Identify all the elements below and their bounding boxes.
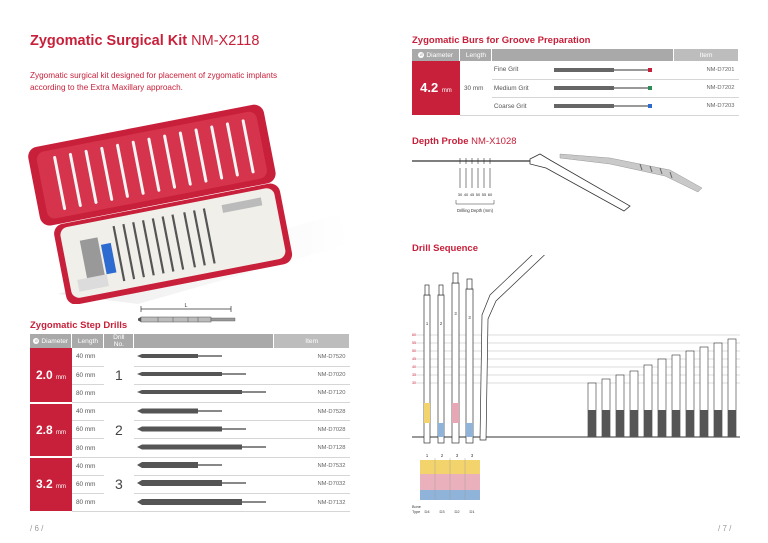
drill-image — [134, 457, 274, 475]
drill-image — [134, 475, 274, 493]
grit-label: Medium Grit — [493, 84, 529, 92]
page-number-right: / 7 / — [718, 524, 732, 533]
intro-line-1: Zygomatic surgical kit designed for placement of zygomatic implants — [30, 71, 278, 80]
length-cell: 40 mm — [72, 403, 104, 421]
drill-number: 1 — [425, 321, 429, 326]
item-code: NM-D7028 — [274, 421, 350, 439]
drill-image — [134, 348, 274, 366]
length-cell: 30 mm — [460, 61, 492, 116]
drill-sequence-title: Drill Sequence — [412, 243, 478, 254]
bur-icon — [552, 84, 662, 92]
table-row — [30, 439, 350, 457]
probe-scale-55: 55 — [481, 192, 487, 197]
item-code: NM-D7532 — [274, 457, 350, 475]
length-cell: 60 mm — [72, 366, 104, 384]
step-drills-title: Zygomatic Step Drills — [30, 320, 128, 331]
bone-type: D3 — [439, 509, 445, 514]
header-item: Item — [274, 334, 350, 348]
drill-image — [134, 494, 274, 512]
item-code: NM-D7201 — [674, 61, 739, 79]
drill-number: 3 — [454, 311, 457, 316]
diameter-cell: 2.0 mm — [30, 348, 72, 403]
bur-image — [492, 61, 674, 79]
depth-mark: 40 — [412, 365, 416, 369]
burs-header — [412, 49, 739, 61]
table-row — [30, 403, 350, 421]
table-row — [30, 384, 350, 402]
page-number-left: / 6 / — [30, 524, 44, 533]
header-image — [134, 334, 274, 348]
item-code: NM-D7520 — [274, 348, 350, 366]
page-title — [30, 33, 259, 49]
depth-mark: 60 — [412, 333, 416, 337]
length-cell: 80 mm — [72, 494, 104, 512]
probe-scale-60: 60 — [487, 192, 493, 197]
probe-scale-40: 40 — [463, 192, 469, 197]
drill-icon — [136, 479, 272, 487]
table-row — [30, 475, 350, 493]
bone-type: D2 — [454, 509, 460, 514]
legend-drill-number: 2 — [440, 453, 444, 458]
item-code: NM-D7132 — [274, 494, 350, 512]
drill-icon — [136, 407, 272, 415]
drill-no-cell: 1 — [104, 348, 134, 403]
length-cell: 40 mm — [72, 348, 104, 366]
drill-icon — [136, 370, 272, 378]
bone-type-legend — [412, 452, 502, 520]
depth-probe-diagram — [410, 148, 740, 218]
title-text: Zygomatic Surgical Kit — [30, 33, 188, 49]
item-code: NM-D7120 — [274, 384, 350, 402]
drill-no-cell: 2 — [104, 403, 134, 458]
item-code: NM-D7528 — [274, 403, 350, 421]
drill-icon — [136, 443, 272, 451]
step-drills-table — [30, 334, 350, 513]
drill-icon — [136, 352, 272, 360]
length-cell: 80 mm — [72, 439, 104, 457]
header-item: Item — [674, 49, 739, 61]
table-row — [30, 421, 350, 439]
drill-length-label: L — [184, 303, 188, 309]
drill-image — [134, 384, 274, 402]
header-length: Length — [460, 49, 492, 61]
drill-icon — [136, 498, 272, 506]
diameter-cell: 3.2 mm — [30, 457, 72, 512]
probe-scale-30: 30 — [457, 192, 463, 197]
drill-length-diagram — [138, 300, 258, 330]
grit-label: Fine Grit — [493, 66, 519, 74]
table-row — [412, 61, 739, 79]
header-length: Length — [72, 334, 104, 348]
item-code: NM-D7032 — [274, 475, 350, 493]
depth-mark: 50 — [412, 349, 416, 353]
drill-number: 2 — [439, 321, 443, 326]
intro-line-2: according to the Extra Maxillary approach. — [30, 83, 183, 92]
legend-drill-number: 1 — [425, 453, 429, 458]
depth-mark: 55 — [412, 341, 416, 345]
bur-icon — [552, 102, 662, 110]
table-row — [30, 366, 350, 384]
length-cell: 60 mm — [72, 421, 104, 439]
bur-image — [492, 79, 674, 97]
drill-no-cell: 3 — [104, 457, 134, 512]
bone-label-line-2: Type — [412, 510, 421, 514]
diameter-cell: 4.2 mm — [412, 61, 460, 116]
bone-label-line-1: Bone — [412, 505, 421, 509]
table-row — [30, 348, 350, 366]
drill-sequence-diagram — [410, 255, 740, 455]
probe-scale-45: 45 — [469, 192, 475, 197]
drill-icon — [136, 425, 272, 433]
diameter-cell: 2.8 mm — [30, 403, 72, 458]
depth-probe-title: Depth Probe NM-X1028 — [412, 136, 517, 147]
drill-image — [134, 421, 274, 439]
header-drill-no: Drill No. — [104, 334, 134, 348]
probe-scale-50: 50 — [475, 192, 481, 197]
depth-mark: 35 — [412, 373, 416, 377]
grit-label: Coarse Grit — [493, 102, 527, 110]
diameter-icon: ⌀ — [34, 337, 38, 344]
burs-title: Zygomatic Burs for Groove Preparation — [412, 35, 591, 46]
drill-icon — [136, 461, 272, 469]
length-cell: 40 mm — [72, 457, 104, 475]
depth-mark: 45 — [412, 357, 416, 361]
item-code: NM-D7020 — [274, 366, 350, 384]
probe-caption: Drilling Depth (mm) — [456, 208, 494, 213]
bur-icon — [552, 66, 662, 74]
item-code: NM-D7203 — [674, 97, 739, 115]
drill-image — [134, 403, 274, 421]
title-code: NM-X2118 — [191, 33, 260, 49]
header-diameter: ⌀ Diameter — [412, 49, 460, 61]
length-cell: 60 mm — [72, 475, 104, 493]
item-code: NM-D7202 — [674, 79, 739, 97]
bone-type: D4 — [424, 509, 430, 514]
header-image — [492, 49, 674, 61]
diameter-icon: ⌀ — [419, 51, 423, 58]
table-row — [30, 457, 350, 475]
step-drills-header — [30, 334, 350, 348]
burs-table — [412, 49, 739, 117]
bone-type: D1 — [469, 509, 475, 514]
surgical-kit-photo — [18, 104, 350, 304]
header-diameter: ⌀ Diameter — [30, 334, 72, 348]
drill-number: 3 — [468, 315, 471, 320]
intro-text — [30, 70, 350, 94]
depth-mark: 30 — [412, 381, 416, 385]
bur-image — [492, 97, 674, 115]
table-row — [30, 494, 350, 512]
item-code: NM-D7128 — [274, 439, 350, 457]
drill-icon — [136, 388, 272, 396]
legend-drill-number: 3 — [470, 453, 474, 458]
drill-image — [134, 439, 274, 457]
legend-drill-number: 3 — [455, 453, 459, 458]
length-cell: 80 mm — [72, 384, 104, 402]
drill-image — [134, 366, 274, 384]
